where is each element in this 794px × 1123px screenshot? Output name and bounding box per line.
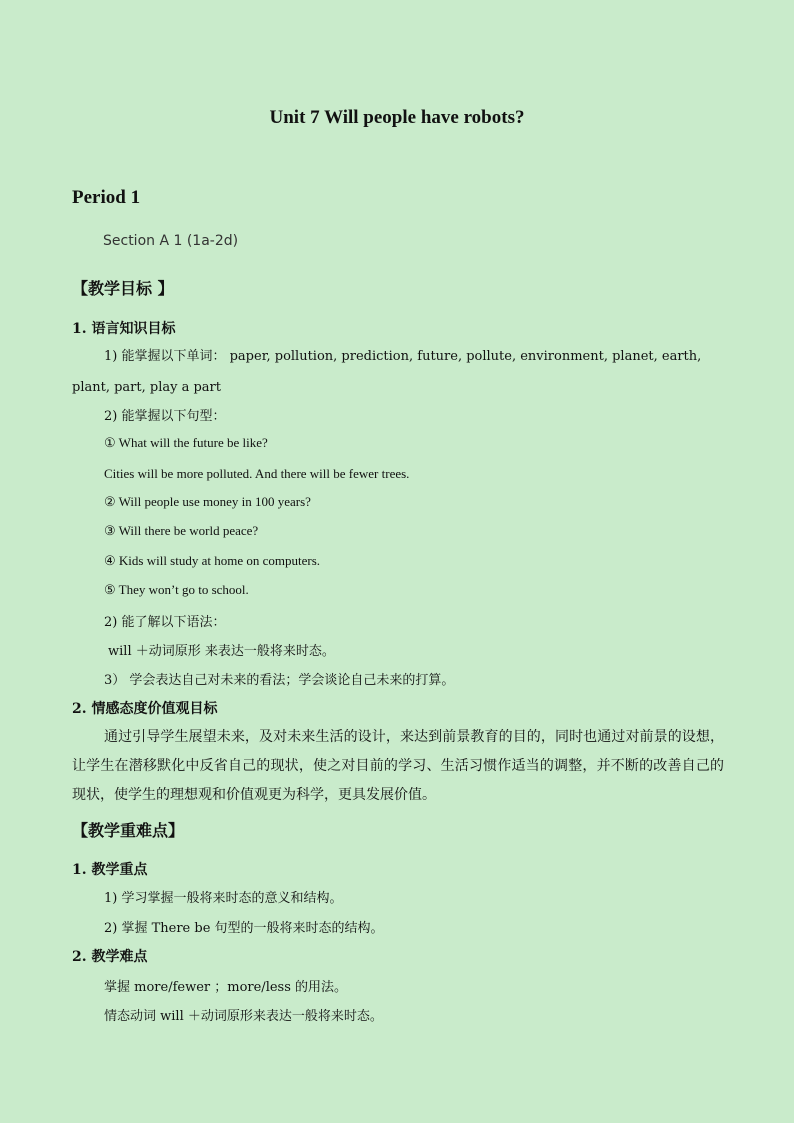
focus-item: 2) 掌握 There be 句型的一般将来时态的结构。	[104, 921, 384, 936]
sentence-item: ② Will people use money in 100 years?	[104, 494, 311, 509]
grammar-rule: will ＋动词原形 来表达一般将来时态。	[108, 644, 335, 659]
difficulty-item: 掌握 more/fewer ；more/less 的用法。	[104, 980, 348, 995]
grammar-intro: 2) 能了解以下语法：	[104, 615, 226, 630]
section-label: Section A 1 (1a-2d)	[103, 233, 239, 249]
expression-goal: 3） 学会表达自己对未来的看法；学会谈论自己未来的打算。	[104, 673, 455, 688]
vocab-line: 1) 能掌握以下单词： paper, pollution, prediction, future, pollute, environment, planet, earth, plant, part, play a part	[72, 349, 702, 395]
sentence-item: Cities will be more polluted. And there will be fewer trees.	[104, 466, 410, 481]
sentence-item: ③ Will there be world peace?	[104, 523, 259, 538]
emotion-objectives-heading: 2. 情感态度价值观目标	[72, 701, 218, 717]
difficulty-item: 情态动词 will ＋动词原形来表达一般将来时态。	[104, 1009, 383, 1024]
emotion-objectives-text: 通过引导学生展望未来，及对未来生活的设计，来达到前景教育的目的，同时也通过对前景的设想，让学生在潜移默化中反省自己的现状，使之对目前的学习、生活习惯作适当的调整，并不断的改善自己的现状，使学生的理想观和价值观更为科学，更具发展价值。	[72, 729, 724, 803]
keypoints-heading: 【教学重难点】	[72, 821, 185, 840]
focus-heading: 1. 教学重点	[72, 862, 148, 878]
objectives-heading: 【教学目标 】	[72, 279, 174, 298]
sentence-intro: 2) 能掌握以下句型：	[104, 409, 226, 424]
sentence-item: ⑤ They won’t go to school.	[104, 582, 249, 597]
language-objectives-heading: 1. 语言知识目标	[72, 321, 176, 337]
focus-item: 1) 学习掌握一般将来时态的意义和结构。	[104, 891, 343, 906]
document-title: Unit 7 Will people have robots?	[269, 107, 525, 128]
period-heading: Period 1	[72, 187, 141, 208]
sentence-item: ① What will the future be like?	[104, 435, 268, 450]
difficulty-heading: 2. 教学难点	[72, 949, 148, 965]
sentence-item: ④ Kids will study at home on computers.	[104, 553, 321, 568]
